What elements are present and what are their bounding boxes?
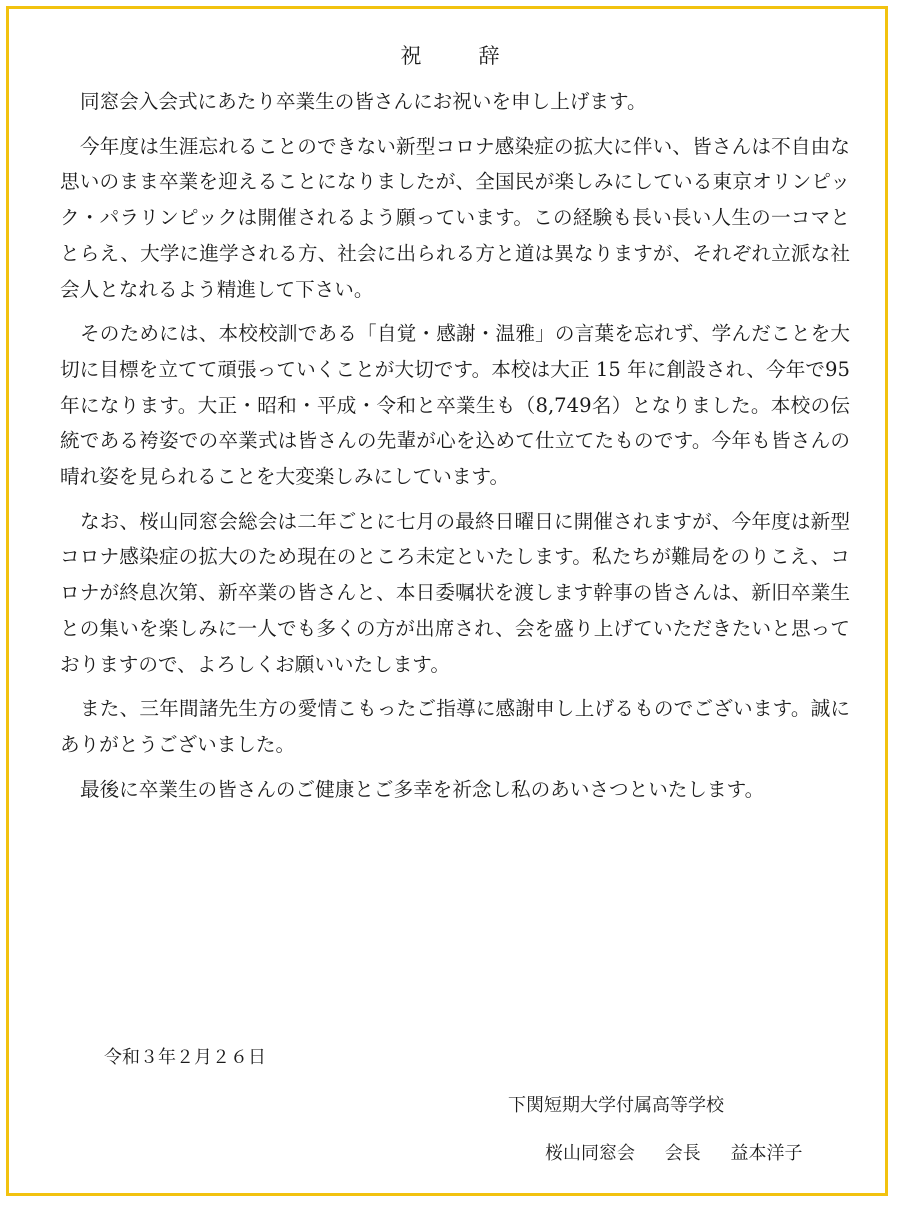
document-body	[60, 84, 850, 816]
school-name: 下関短期大学付属高等学校	[508, 1095, 724, 1116]
document-date: 令和３年２月２６日	[104, 1047, 266, 1068]
paragraph: 同窓会入会式にあたり卒業生の皆さんにお祝いを申し上げます。	[80, 90, 647, 113]
paragraph: 最後に卒業生の皆さんのご健康とご多幸を祈念し私のあいさつといたします。	[80, 777, 765, 801]
organization-name: 桜山同窓会	[545, 1143, 635, 1164]
signature-line	[545, 1139, 802, 1165]
paragraph: なお、桜山同窓会総会は二年ごとに七月の最終日曜日に開催されますが、今年度は新型コロナ感染症の拡大のため現在のところ未定といたします。私たちが難局をのりこえ、コロナが終息次第、新卒業の皆さんと、本日委嘱状を渡します幹事の皆さんは、新旧卒業生との集いを楽しみに一人でも多くの方が出席され、会を盛り上げていただきたいと思っておりますので、よろしくお願いいたします。	[60, 509, 850, 676]
signatory-name: 益本洋子	[730, 1143, 803, 1164]
paragraph: 今年度は生涯忘れることのできない新型コロナ感染症の拡大に伴い、皆さんは不自由な思いのまま卒業を迎えることになりましたが、全国民が楽しみにしている東京オリンピック・パラリンピックは開催されるよう願っています。この経験も長い長い人生の一コマととらえ、大学に進学される方、社会に出られる方と道は異なりますが、それぞれ立派な社会人となれるよう精進して下さい。	[60, 134, 850, 301]
paragraph: そのためには、本校校訓である「自覚・感謝・温雅」の言葉を忘れず、学んだことを大切に目標を立てて頑張っていくことが大切です。本校は大正 15 年に創設され、今年で95年になります。大正・昭和・平成・令和と卒業生も（8,749名）となりました。本校の伝統である袴姿での卒業式は皆さんの先輩が心を込めて仕立てたものです。今年も皆さんの晴れ姿を見られることを大変楽しみにしています。	[60, 322, 850, 489]
role-title: 会長	[664, 1143, 701, 1164]
paragraph: また、三年間諸先生方の愛情こもったご指導に感謝申し上げるものでございます。誠にありがとうございました。	[60, 697, 850, 756]
document-title: 祝 辞	[400, 44, 518, 68]
